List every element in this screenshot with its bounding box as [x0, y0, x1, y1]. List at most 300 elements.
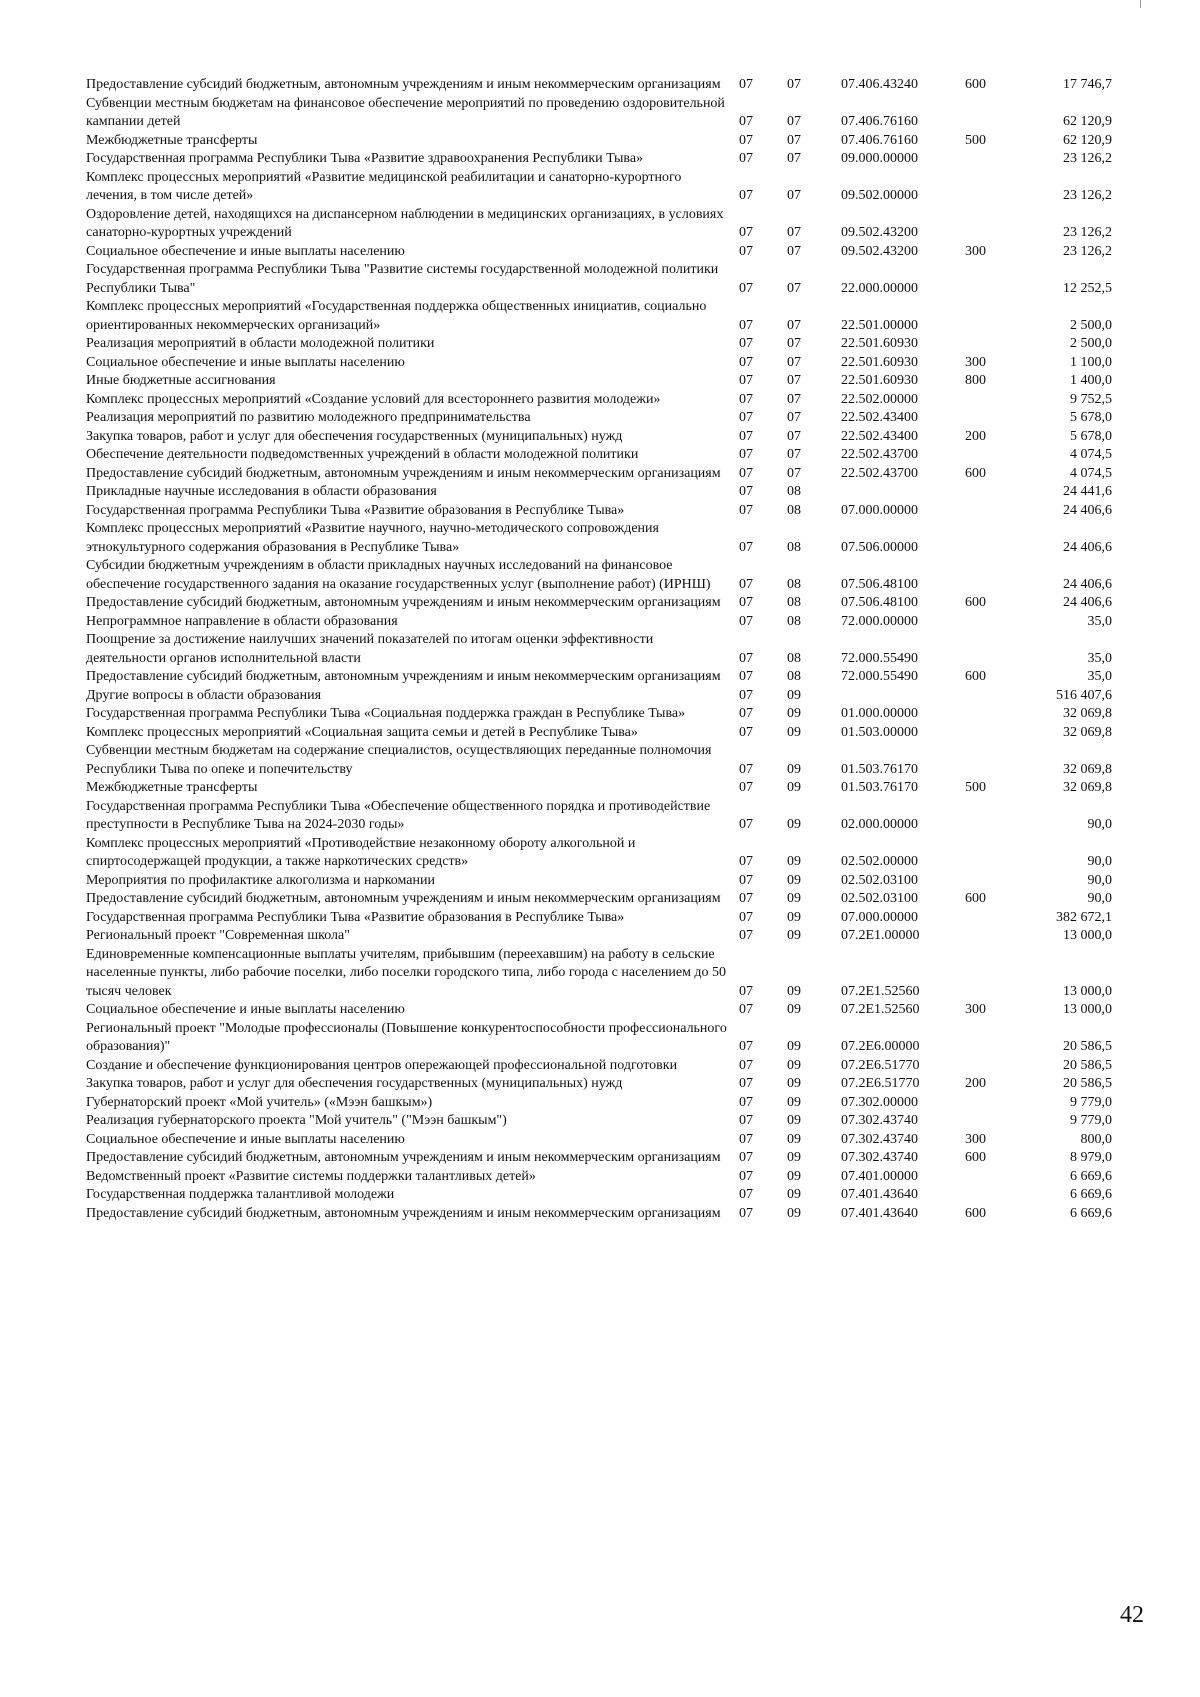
- row-subsection-code-cell: 07: [787, 280, 801, 296]
- row-expense-type-cell: [965, 927, 1033, 946]
- row-target-article-cell: 01.503.76170: [841, 761, 918, 777]
- row-target-article-cell: 07.406.76160: [841, 114, 918, 129]
- row-target-article-cell: 22.502.43400: [841, 428, 918, 444]
- row-target-article-cell: 07.302.43740: [841, 1131, 918, 1147]
- row-target-article-cell: [841, 483, 965, 502]
- row-name-cell: Предоставление субсидий бюджетным, автономным учреждениям и иным некоммерческим организациям: [86, 891, 721, 906]
- table-row: [86, 150, 1116, 169]
- row-amount-cell: 35,0: [1087, 613, 1112, 629]
- row-target-article-cell: 22.502.00000: [841, 391, 918, 407]
- row-section-code-cell: 07: [739, 613, 753, 629]
- row-target-article-cell: 07.506.48100: [841, 576, 918, 592]
- row-name-cell: Реализация мероприятий в области молодежной политики: [86, 336, 435, 351]
- row-name-cell: Предоставление субсидий бюджетным, автономным учреждениям и иным некоммерческим организациям: [86, 1150, 721, 1165]
- row-amount-cell: 35,0: [1087, 650, 1112, 666]
- table-row: [86, 76, 1116, 95]
- row-subsection-code-cell: 09: [787, 1205, 801, 1221]
- row-subsection-code-cell: 08: [787, 484, 801, 499]
- row-name-cell: Мероприятия по профилактике алкоголизма и наркомании: [86, 872, 435, 888]
- table-row: [86, 95, 1116, 132]
- row-target-article-cell: 01.503.00000: [841, 724, 918, 740]
- table-row: [86, 705, 1116, 724]
- table-row: [86, 391, 1116, 410]
- table-row: [86, 1094, 1116, 1113]
- table-row: [86, 557, 1116, 594]
- table-row: [86, 465, 1116, 484]
- row-subsection-code-cell: 08: [787, 650, 801, 666]
- row-name-cell: Предоставление субсидий бюджетным, автономным учреждениям и иным некоммерческим организациям: [86, 595, 721, 610]
- row-subsection-code-cell: 07: [787, 188, 801, 203]
- row-subsection-code-cell: 09: [787, 761, 801, 777]
- row-section-code-cell: 07: [739, 1094, 753, 1110]
- row-name-cell: Региональный проект "Современная школа": [86, 928, 350, 943]
- row-section-code-cell: 07: [739, 317, 753, 333]
- row-name-cell: Социальное обеспечение и иные выплаты населению: [86, 1131, 405, 1147]
- row-expense-type-cell: [965, 909, 1033, 928]
- row-amount-cell: 5 678,0: [1070, 428, 1112, 444]
- row-section-code-cell: 07: [739, 1076, 753, 1091]
- row-amount-cell: 32 069,8: [1063, 724, 1112, 740]
- row-section-code-cell: 07: [739, 243, 753, 259]
- row-section-code-cell: 07: [739, 132, 753, 148]
- row-subsection-code-cell: 07: [787, 77, 801, 92]
- row-expense-type-cell: 600: [965, 1150, 986, 1165]
- row-amount-cell: 12 252,5: [1063, 280, 1112, 296]
- row-name-cell: Комплекс процессных мероприятий «Государственная поддержка общественных инициатив, социально ориентированных некоммерческих организаций»: [86, 299, 707, 333]
- table-row: [86, 169, 1116, 206]
- row-name-cell: Реализация губернаторского проекта "Мой учитель" ("Мээн башкым"): [86, 1113, 507, 1128]
- row-subsection-code-cell: 09: [787, 854, 801, 869]
- row-section-code-cell: 07: [739, 336, 753, 351]
- row-name-cell: Межбюджетные трансферты: [86, 780, 258, 795]
- row-amount-cell: 9 752,5: [1070, 391, 1112, 407]
- row-section-code-cell: 07: [739, 1002, 753, 1017]
- table-row: [86, 1186, 1116, 1205]
- row-amount-cell: 800,0: [1080, 1131, 1112, 1147]
- row-expense-type-cell: 300: [965, 354, 986, 370]
- row-amount-cell: 24 406,6: [1063, 502, 1112, 518]
- row-target-article-cell: 02.502.03100: [841, 891, 918, 906]
- row-name-cell: Субсидии бюджетным учреждениям в области прикладных научных исследований на финансовое обеспечение государственного задания на оказание государственных услуг (выполнение работ) (ИРНШ): [86, 558, 711, 592]
- row-section-code-cell: 07: [739, 817, 753, 832]
- table-row: [86, 631, 1116, 668]
- row-amount-cell: 13 000,0: [1063, 983, 1112, 999]
- table-row: [86, 206, 1116, 243]
- row-name-cell: Оздоровление детей, находящихся на диспансерном наблюдении в медицинских организациях, в условиях санаторно-курортных учреждений: [86, 206, 724, 240]
- row-expense-type-cell: 300: [965, 243, 986, 259]
- table-row: [86, 798, 1116, 835]
- row-target-article-cell: 07.506.00000: [841, 539, 918, 555]
- row-subsection-code-cell: 09: [787, 1150, 801, 1165]
- table-row: [86, 1112, 1116, 1131]
- row-section-code-cell: 07: [739, 502, 753, 518]
- row-expense-type-cell: 600: [965, 1205, 986, 1221]
- row-expense-type-cell: 600: [965, 595, 986, 610]
- row-expense-type-cell: [965, 631, 1033, 668]
- row-target-article-cell: 22.502.43700: [841, 465, 918, 481]
- row-section-code-cell: 07: [739, 1131, 753, 1147]
- row-expense-type-cell: 500: [965, 780, 986, 795]
- row-amount-cell: 1 400,0: [1070, 373, 1112, 388]
- row-subsection-code-cell: 07: [787, 317, 801, 333]
- row-subsection-code-cell: 09: [787, 706, 801, 721]
- row-amount-cell: 9 779,0: [1070, 1113, 1112, 1128]
- row-amount-cell: 2 500,0: [1070, 317, 1112, 333]
- row-name-cell: Государственная программа Республики Тыва «Обеспечение общественного порядка и противодействие преступности в Республике Тыва на 2024-2030 годы»: [86, 798, 711, 832]
- row-amount-cell: 2 500,0: [1070, 336, 1112, 351]
- row-amount-cell: 24 406,6: [1063, 576, 1112, 592]
- row-amount-cell: 20 586,5: [1063, 1057, 1112, 1073]
- row-name-cell: Государственная программа Республики Тыва «Развитие образования в Республике Тыва»: [86, 502, 625, 518]
- row-expense-type-cell: 300: [965, 1131, 986, 1147]
- row-section-code-cell: 07: [739, 188, 753, 203]
- row-amount-cell: 24 441,6: [1063, 484, 1112, 499]
- row-name-cell: Предоставление субсидий бюджетным, автономным учреждениям и иным некоммерческим организациям: [86, 669, 721, 684]
- row-section-code-cell: 07: [739, 761, 753, 777]
- row-expense-type-cell: [965, 483, 1033, 502]
- row-amount-cell: 23 126,2: [1063, 188, 1112, 203]
- row-name-cell: Поощрение за достижение наилучших значений показателей по итогам оценки эффективности деятельности органов исполнительной власти: [86, 632, 654, 666]
- row-expense-type-cell: [965, 95, 1033, 132]
- row-amount-cell: 6 669,6: [1070, 1168, 1112, 1184]
- row-expense-type-cell: 200: [965, 428, 986, 444]
- row-subsection-code-cell: 09: [787, 1094, 801, 1110]
- row-subsection-code-cell: 08: [787, 669, 801, 684]
- row-target-article-cell: [841, 687, 965, 706]
- row-target-article-cell: 09.000.00000: [841, 151, 918, 166]
- row-subsection-code-cell: 07: [787, 354, 801, 370]
- row-subsection-code-cell: 09: [787, 817, 801, 832]
- row-section-code-cell: 07: [739, 650, 753, 666]
- row-name-cell: Комплекс процессных мероприятий «Противодействие незаконному обороту алкогольной и спиртосодержащей продукции, а также наркотических средств»: [86, 835, 636, 869]
- row-expense-type-cell: [965, 557, 1033, 594]
- table-row: [86, 1131, 1116, 1150]
- row-amount-cell: 17 746,7: [1063, 77, 1112, 92]
- row-subsection-code-cell: 09: [787, 1187, 801, 1202]
- row-section-code-cell: 07: [739, 1150, 753, 1165]
- row-section-code-cell: 07: [739, 909, 753, 925]
- row-amount-cell: 24 406,6: [1063, 539, 1112, 555]
- row-subsection-code-cell: 07: [787, 428, 801, 444]
- row-section-code-cell: 07: [739, 354, 753, 370]
- row-name-cell: Предоставление субсидий бюджетным, автономным учреждениям и иным некоммерческим организациям: [86, 465, 721, 481]
- row-subsection-code-cell: 07: [787, 132, 801, 148]
- row-name-cell: Государственная программа Республики Тыва «Развитие здравоохранения Республики Тыва»: [86, 151, 644, 166]
- row-amount-cell: 4 074,5: [1070, 465, 1112, 481]
- row-section-code-cell: 07: [739, 983, 753, 999]
- row-subsection-code-cell: 07: [787, 391, 801, 407]
- row-section-code-cell: 07: [739, 447, 753, 462]
- row-subsection-code-cell: 09: [787, 928, 801, 943]
- row-name-cell: Государственная программа Республики Тыва "Развитие системы государственной молодежной политики Республики Тыва": [86, 262, 719, 296]
- table-row: [86, 372, 1116, 391]
- page-number: 42: [1120, 1602, 1144, 1628]
- row-expense-type-cell: [965, 724, 1033, 743]
- row-name-cell: Комплекс процессных мероприятий «Развитие медицинской реабилитации и санаторно-курортного лечения, в том числе детей»: [86, 169, 682, 203]
- table-row: [86, 261, 1116, 298]
- row-target-article-cell: 07.000.00000: [841, 502, 918, 518]
- row-target-article-cell: 07.2Е1.52560: [841, 983, 920, 999]
- row-expense-type-cell: [965, 335, 1033, 354]
- row-expense-type-cell: [965, 520, 1033, 557]
- row-expense-type-cell: [965, 835, 1033, 872]
- row-name-cell: Комплекс процессных мероприятий «Социальная защита семьи и детей в Республике Тыва»: [86, 724, 638, 740]
- row-name-cell: Социальное обеспечение и иные выплаты населению: [86, 243, 405, 259]
- row-target-article-cell: 07.401.43640: [841, 1187, 918, 1202]
- row-section-code-cell: 07: [739, 1113, 753, 1128]
- row-name-cell: Иные бюджетные ассигнования: [86, 373, 276, 388]
- table-row: [86, 668, 1116, 687]
- row-name-cell: Единовременные компенсационные выплаты учителям, прибывшим (переехавшим) на работу в сельские населенные пункты, либо рабочие поселки, либо поселки городского типа, либо города с населением до 50 тысяч человек: [86, 946, 727, 999]
- row-target-article-cell: 02.000.00000: [841, 817, 918, 832]
- row-amount-cell: 23 126,2: [1063, 151, 1112, 166]
- row-amount-cell: 516 407,6: [1056, 687, 1112, 703]
- row-section-code-cell: 07: [739, 465, 753, 481]
- row-expense-type-cell: [965, 742, 1033, 779]
- row-expense-type-cell: [965, 798, 1033, 835]
- row-section-code-cell: 07: [739, 724, 753, 740]
- table-row: [86, 1205, 1116, 1224]
- row-name-cell: Государственная программа Республики Тыва «Развитие образования в Республике Тыва»: [86, 909, 625, 925]
- row-section-code-cell: 07: [739, 225, 753, 240]
- row-target-article-cell: 07.2Е1.52560: [841, 1002, 920, 1017]
- row-amount-cell: 9 779,0: [1070, 1094, 1112, 1110]
- row-name-cell: Обеспечение деятельности подведомственных учреждений в области молодежной политики: [86, 447, 639, 462]
- row-name-cell: Непрограммное направление в области образования: [86, 613, 398, 629]
- table-row: [86, 872, 1116, 891]
- row-expense-type-cell: [965, 169, 1033, 206]
- row-target-article-cell: 22.502.43700: [841, 447, 918, 462]
- row-section-code-cell: 07: [739, 410, 753, 425]
- row-section-code-cell: 07: [739, 891, 753, 906]
- row-subsection-code-cell: 07: [787, 410, 801, 425]
- row-name-cell: Губернаторский проект «Мой учитель» («Мээн башкым»): [86, 1094, 433, 1110]
- row-amount-cell: 8 979,0: [1070, 1150, 1112, 1165]
- row-amount-cell: 382 672,1: [1056, 909, 1112, 925]
- row-subsection-code-cell: 09: [787, 1039, 801, 1054]
- row-expense-type-cell: [965, 502, 1033, 521]
- row-expense-type-cell: [965, 872, 1033, 891]
- row-target-article-cell: 07.2Е6.00000: [841, 1039, 920, 1054]
- row-expense-type-cell: [965, 409, 1033, 428]
- row-target-article-cell: 01.000.00000: [841, 706, 918, 721]
- row-amount-cell: 32 069,8: [1063, 780, 1112, 795]
- table-row: [86, 594, 1116, 613]
- row-target-article-cell: 07.302.00000: [841, 1094, 918, 1110]
- row-amount-cell: 62 120,9: [1063, 114, 1112, 129]
- table-row: [86, 946, 1116, 1002]
- row-subsection-code-cell: 08: [787, 613, 801, 629]
- row-expense-type-cell: [965, 298, 1033, 335]
- row-expense-type-cell: 600: [965, 77, 986, 92]
- row-amount-cell: 5 678,0: [1070, 410, 1112, 425]
- row-name-cell: Предоставление субсидий бюджетным, автономным учреждениям и иным некоммерческим организациям: [86, 1205, 721, 1221]
- row-name-cell: Социальное обеспечение и иные выплаты населению: [86, 354, 405, 370]
- table-row: [86, 687, 1116, 706]
- row-subsection-code-cell: 09: [787, 872, 801, 888]
- row-amount-cell: 23 126,2: [1063, 243, 1112, 259]
- row-amount-cell: 4 074,5: [1070, 447, 1112, 462]
- row-section-code-cell: 07: [739, 854, 753, 869]
- row-section-code-cell: 07: [739, 77, 753, 92]
- row-expense-type-cell: 600: [965, 669, 986, 684]
- row-target-article-cell: 22.501.60930: [841, 336, 918, 351]
- table-row: [86, 520, 1116, 557]
- row-section-code-cell: 07: [739, 872, 753, 888]
- row-amount-cell: 90,0: [1087, 872, 1112, 888]
- row-expense-type-cell: [965, 150, 1033, 169]
- row-subsection-code-cell: 07: [787, 114, 801, 129]
- row-expense-type-cell: 800: [965, 373, 986, 388]
- table-row: [86, 483, 1116, 502]
- row-name-cell: Социальное обеспечение и иные выплаты населению: [86, 1002, 405, 1017]
- row-subsection-code-cell: 07: [787, 151, 801, 166]
- row-section-code-cell: 07: [739, 1168, 753, 1184]
- row-section-code-cell: 07: [739, 706, 753, 721]
- row-target-article-cell: 22.502.43400: [841, 410, 918, 425]
- row-section-code-cell: 07: [739, 928, 753, 943]
- row-name-cell: Прикладные научные исследования в области образования: [86, 484, 437, 499]
- row-expense-type-cell: [965, 613, 1033, 632]
- row-expense-type-cell: [965, 687, 1033, 706]
- row-amount-cell: 32 069,8: [1063, 706, 1112, 721]
- row-target-article-cell: 22.501.00000: [841, 317, 918, 333]
- row-subsection-code-cell: 09: [787, 1057, 801, 1073]
- row-target-article-cell: 07.302.43740: [841, 1150, 918, 1165]
- row-amount-cell: 20 586,5: [1063, 1076, 1112, 1091]
- row-target-article-cell: 22.501.60930: [841, 373, 918, 388]
- table-row: [86, 335, 1116, 354]
- row-target-article-cell: 07.2Е1.00000: [841, 928, 920, 943]
- table-row: [86, 927, 1116, 946]
- row-target-article-cell: 07.401.00000: [841, 1168, 918, 1184]
- row-section-code-cell: 07: [739, 1039, 753, 1054]
- row-subsection-code-cell: 09: [787, 1002, 801, 1017]
- row-section-code-cell: 07: [739, 576, 753, 592]
- row-target-article-cell: 07.2Е6.51770: [841, 1076, 920, 1091]
- row-section-code-cell: 07: [739, 114, 753, 129]
- row-subsection-code-cell: 09: [787, 687, 801, 703]
- row-expense-type-cell: [965, 1094, 1033, 1113]
- row-subsection-code-cell: 09: [787, 1168, 801, 1184]
- row-target-article-cell: 72.000.55490: [841, 650, 918, 666]
- row-expense-type-cell: [965, 261, 1033, 298]
- row-subsection-code-cell: 08: [787, 539, 801, 555]
- row-expense-type-cell: [965, 1168, 1033, 1187]
- row-amount-cell: 13 000,0: [1063, 928, 1112, 943]
- row-subsection-code-cell: 08: [787, 502, 801, 518]
- row-subsection-code-cell: 09: [787, 724, 801, 740]
- row-name-cell: Комплекс процессных мероприятий «Создание условий для всестороннего развития молодежи»: [86, 391, 661, 407]
- row-section-code-cell: 07: [739, 428, 753, 444]
- row-amount-cell: 13 000,0: [1063, 1002, 1112, 1017]
- table-row: [86, 1020, 1116, 1057]
- row-section-code-cell: 07: [739, 669, 753, 684]
- row-subsection-code-cell: 09: [787, 983, 801, 999]
- row-subsection-code-cell: 07: [787, 243, 801, 259]
- row-subsection-code-cell: 08: [787, 576, 801, 592]
- row-subsection-code-cell: 07: [787, 336, 801, 351]
- row-name-cell: Предоставление субсидий бюджетным, автономным учреждениям и иным некоммерческим организациям: [86, 77, 721, 92]
- row-name-cell: Закупка товаров, работ и услуг для обеспечения государственных (муниципальных) нужд: [86, 1076, 623, 1091]
- row-name-cell: Субвенции местным бюджетам на содержание специалистов, осуществляющих переданные полномочия Республики Тыва по опеке и попечительству: [86, 743, 712, 777]
- table-row: [86, 613, 1116, 632]
- row-section-code-cell: 07: [739, 391, 753, 407]
- table-row: [86, 354, 1116, 373]
- row-expense-type-cell: [965, 391, 1033, 410]
- row-subsection-code-cell: 09: [787, 1113, 801, 1128]
- row-name-cell: Реализация мероприятий по развитию молодежного предпринимательства: [86, 410, 531, 425]
- row-subsection-code-cell: 09: [787, 1076, 801, 1091]
- table-row: [86, 446, 1116, 465]
- row-name-cell: Субвенции местным бюджетам на финансовое обеспечение мероприятий по проведению оздоровительной кампании детей: [86, 95, 725, 129]
- row-section-code-cell: 07: [739, 1187, 753, 1202]
- row-subsection-code-cell: 09: [787, 891, 801, 906]
- row-name-cell: Государственная программа Республики Тыва «Социальная поддержка граждан в Республике Тыва»: [86, 706, 686, 721]
- row-subsection-code-cell: 07: [787, 373, 801, 388]
- row-subsection-code-cell: 07: [787, 465, 801, 481]
- row-target-article-cell: 07.000.00000: [841, 909, 918, 925]
- row-target-article-cell: 09.502.43200: [841, 225, 918, 240]
- row-subsection-code-cell: 07: [787, 447, 801, 462]
- table-row: [86, 409, 1116, 428]
- row-section-code-cell: 07: [739, 151, 753, 166]
- row-expense-type-cell: [965, 1112, 1033, 1131]
- row-subsection-code-cell: 09: [787, 909, 801, 925]
- table-row: [86, 909, 1116, 928]
- row-target-article-cell: 01.503.76170: [841, 780, 918, 795]
- table-row: [86, 428, 1116, 447]
- table-row: [86, 243, 1116, 262]
- row-name-cell: Региональный проект "Молодые профессионалы (Повышение конкурентоспособности профессионального образования)": [86, 1020, 727, 1054]
- table-row: [86, 1001, 1116, 1020]
- table-row: [86, 502, 1116, 521]
- row-amount-cell: 90,0: [1087, 891, 1112, 906]
- row-section-code-cell: 07: [739, 280, 753, 296]
- table-row: [86, 298, 1116, 335]
- table-row: [86, 1168, 1116, 1187]
- row-section-code-cell: 07: [739, 484, 753, 499]
- row-expense-type-cell: 300: [965, 1002, 986, 1017]
- row-name-cell: Создание и обеспечение функционирования центров опережающей профессиональной подготовки: [86, 1057, 678, 1073]
- row-expense-type-cell: [965, 1020, 1033, 1057]
- row-name-cell: Государственная поддержка талантливой молодежи: [86, 1187, 395, 1202]
- row-amount-cell: 6 669,6: [1070, 1187, 1112, 1202]
- row-target-article-cell: 07.506.48100: [841, 595, 918, 610]
- row-amount-cell: 90,0: [1087, 854, 1112, 869]
- table-row: [86, 1057, 1116, 1076]
- row-amount-cell: 62 120,9: [1063, 132, 1112, 148]
- row-target-article-cell: 02.502.03100: [841, 872, 918, 888]
- budget-table-body: [86, 76, 1116, 1223]
- row-subsection-code-cell: 09: [787, 1131, 801, 1147]
- row-expense-type-cell: [965, 705, 1033, 724]
- row-expense-type-cell: [965, 946, 1033, 1002]
- row-expense-type-cell: [965, 1057, 1033, 1076]
- table-row: [86, 1075, 1116, 1094]
- row-expense-type-cell: 600: [965, 465, 986, 481]
- budget-table: [86, 76, 1116, 1223]
- row-target-article-cell: 09.502.00000: [841, 188, 918, 203]
- table-row: [86, 1149, 1116, 1168]
- table-row: [86, 835, 1116, 872]
- scan-edge-mark: [1140, 0, 1141, 8]
- row-expense-type-cell: [965, 206, 1033, 243]
- row-amount-cell: 35,0: [1087, 669, 1112, 684]
- table-row: [86, 724, 1116, 743]
- row-target-article-cell: 07.401.43640: [841, 1205, 918, 1221]
- row-section-code-cell: 07: [739, 780, 753, 795]
